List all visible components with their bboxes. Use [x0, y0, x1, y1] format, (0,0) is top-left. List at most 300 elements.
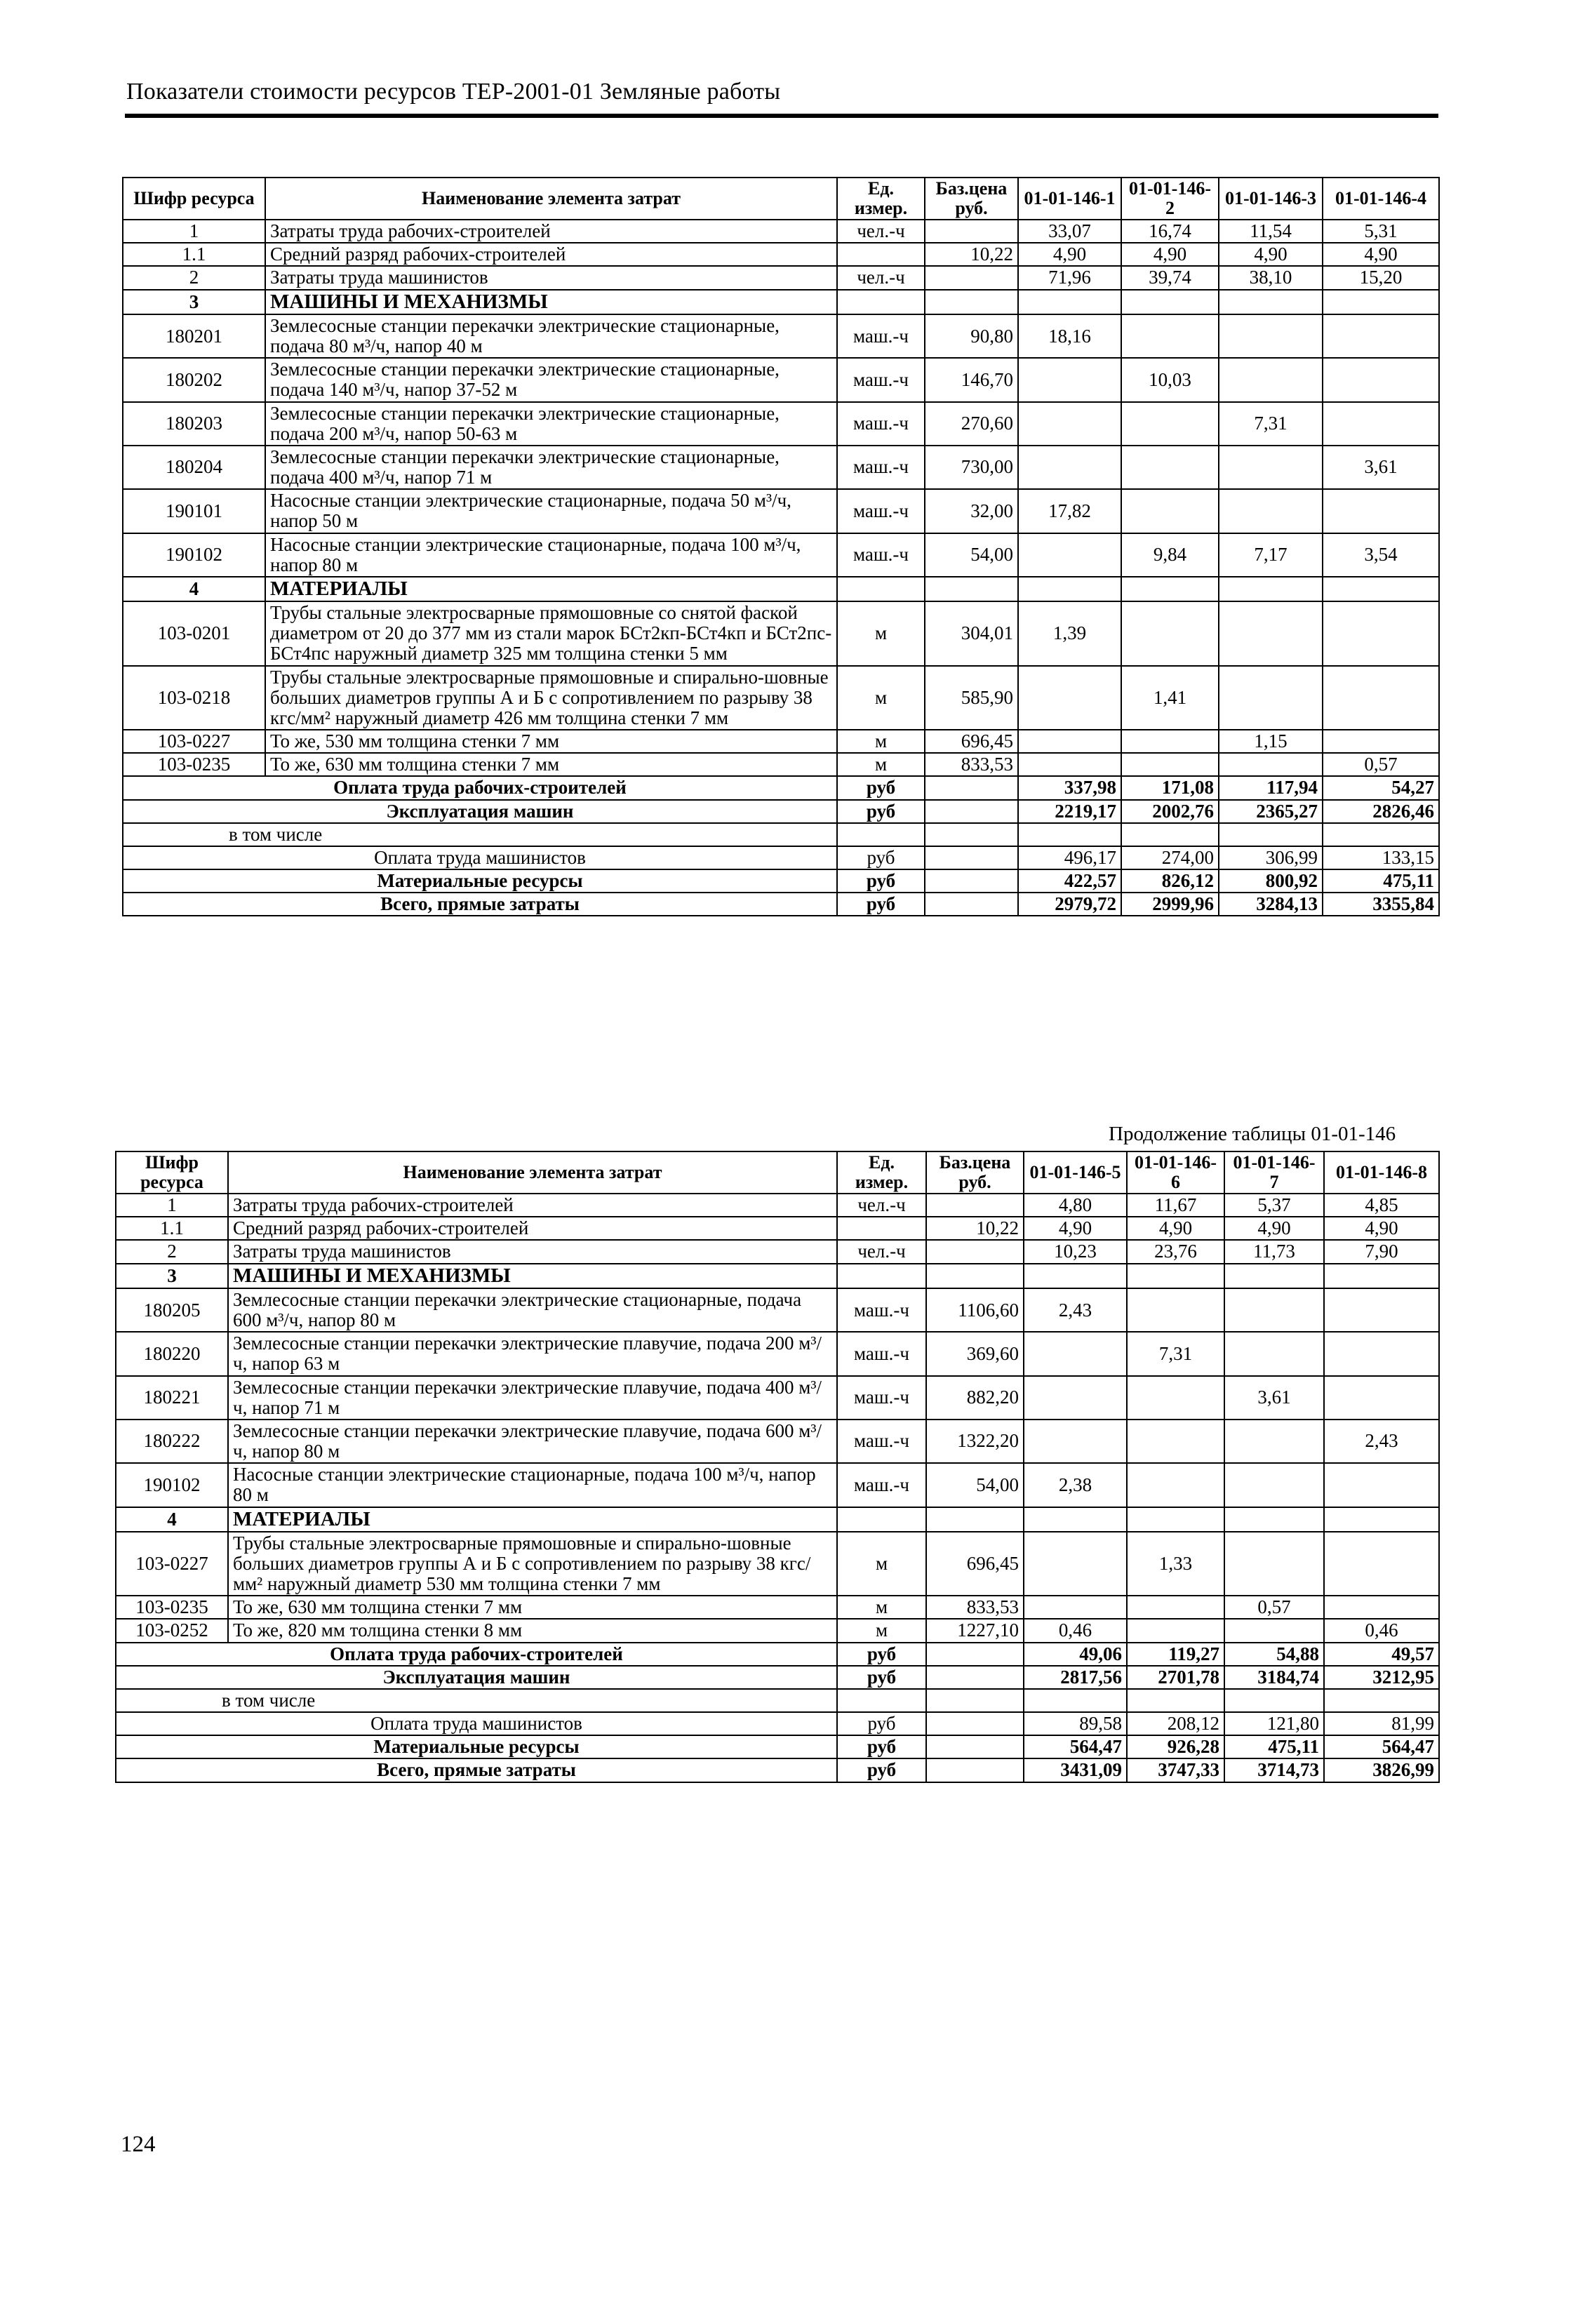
summary-name: в том числе [116, 1689, 837, 1712]
section-heading: МАТЕРИАЛЫ [265, 577, 837, 601]
row-value-3 [1224, 1619, 1324, 1642]
summary-value-1: 422,57 [1018, 869, 1121, 893]
summary-value-4: 49,57 [1324, 1643, 1439, 1666]
row-value-3 [1219, 446, 1323, 489]
header-col-4: 01-01-146-4 [1323, 178, 1439, 220]
row-value-1 [1018, 730, 1121, 753]
summary-value-3: 2365,27 [1219, 800, 1323, 823]
row-value-4 [1323, 601, 1439, 665]
row-value-2 [1127, 1420, 1224, 1463]
row-value-4 [1323, 489, 1439, 533]
row-value-1: 4,80 [1024, 1194, 1127, 1217]
row-value-2 [1121, 753, 1219, 776]
row-value-3 [1219, 314, 1323, 358]
empty-cell [1024, 1264, 1127, 1288]
summary-value-3: 117,94 [1219, 776, 1323, 799]
summary-value-3: 3714,73 [1224, 1758, 1324, 1782]
row-value-2 [1127, 1463, 1224, 1507]
row-value-2: 9,84 [1121, 533, 1219, 577]
row-name: Затраты труда рабочих-строителей [265, 220, 837, 243]
row-value-4: 5,31 [1323, 220, 1439, 243]
table-row [116, 1240, 1439, 1263]
summary-value-1 [1024, 1689, 1127, 1712]
row-value-2 [1127, 1288, 1224, 1332]
row-code: 1 [123, 220, 265, 243]
table-row [123, 753, 1439, 776]
row-value-3 [1219, 358, 1323, 401]
row-code: 180222 [116, 1420, 228, 1463]
summary-name: Материальные ресурсы [116, 1735, 837, 1758]
row-value-2 [1127, 1619, 1224, 1642]
row-unit: м [837, 1596, 926, 1619]
row-value-3: 38,10 [1219, 266, 1323, 289]
summary-value-4: 3826,99 [1324, 1758, 1439, 1782]
table-row [123, 243, 1439, 266]
empty-cell [1324, 1264, 1439, 1288]
row-value-1: 2,43 [1024, 1288, 1127, 1332]
row-value-3: 0,57 [1224, 1596, 1324, 1619]
summary-name: Эксплуатация машин [123, 800, 837, 823]
row-value-4: 4,90 [1323, 243, 1439, 266]
empty-cell [926, 1758, 1024, 1782]
row-value-2 [1121, 489, 1219, 533]
row-value-4: 0,57 [1323, 753, 1439, 776]
summary-row [116, 1666, 1439, 1689]
row-price: 1106,60 [926, 1288, 1024, 1332]
row-value-3: 4,90 [1224, 1217, 1324, 1240]
row-price [925, 266, 1018, 289]
row-value-1 [1024, 1332, 1127, 1375]
row-code: 103-0201 [123, 601, 265, 665]
summary-value-1: 496,17 [1018, 846, 1121, 869]
row-code: 180205 [116, 1288, 228, 1332]
row-unit: чел.-ч [837, 266, 925, 289]
header-col-1: 01-01-146-5 [1024, 1151, 1127, 1194]
row-unit: маш.-ч [837, 314, 925, 358]
row-value-3 [1219, 666, 1323, 730]
summary-value-1: 337,98 [1018, 776, 1121, 799]
row-code: 1.1 [123, 243, 265, 266]
row-value-3 [1224, 1420, 1324, 1463]
row-value-3 [1224, 1463, 1324, 1507]
row-code: 103-0227 [123, 730, 265, 753]
page-number: 124 [121, 2132, 156, 2157]
summary-unit: руб [837, 776, 925, 799]
row-value-4 [1324, 1376, 1439, 1420]
header-col-3: 01-01-146-3 [1219, 178, 1323, 220]
row-name: Трубы стальные электросварные прямошовные со снятой фаской диаметром от 20 до 377 мм из стали марок БСт2кп-БСт4кп и БСт2пс-БСт4пс наружный диаметр 325 мм толщина стенки 5 мм [265, 601, 837, 665]
row-value-4 [1324, 1596, 1439, 1619]
header-col-2: 01-01-146-2 [1121, 178, 1219, 220]
row-value-3: 7,31 [1219, 402, 1323, 446]
row-value-2: 4,90 [1127, 1217, 1224, 1240]
row-value-4 [1323, 358, 1439, 401]
row-value-1 [1024, 1420, 1127, 1463]
resource-table-2 [115, 1151, 1440, 1783]
row-value-4: 4,85 [1324, 1194, 1439, 1217]
row-value-1 [1018, 358, 1121, 401]
summary-value-4: 54,27 [1323, 776, 1439, 799]
summary-name: Оплата труда рабочих-строителей [123, 776, 837, 799]
summary-name: Оплата труда машинистов [116, 1712, 837, 1735]
empty-cell [1224, 1507, 1324, 1532]
empty-cell [1127, 1264, 1224, 1288]
row-price: 10,22 [926, 1217, 1024, 1240]
row-price: 833,53 [926, 1596, 1024, 1619]
row-value-4 [1324, 1332, 1439, 1375]
summary-value-1: 89,58 [1024, 1712, 1127, 1735]
summary-value-4: 3212,95 [1324, 1666, 1439, 1689]
summary-value-2 [1121, 823, 1219, 846]
row-name: То же, 630 мм толщина стенки 7 мм [265, 753, 837, 776]
row-name: Землесосные станции перекачки электрические стационарные, подача 80 м³/ч, напор 40 м [265, 314, 837, 358]
row-value-4 [1324, 1288, 1439, 1332]
row-value-2 [1121, 314, 1219, 358]
row-unit: маш.-ч [837, 1288, 926, 1332]
row-code: 1 [116, 1194, 228, 1217]
row-code: 4 [116, 1507, 228, 1532]
empty-cell [837, 290, 925, 314]
page-header-title: Показатели стоимости ресурсов ТЕР-2001-01 Земляные работы [126, 79, 781, 105]
row-value-3: 1,15 [1219, 730, 1323, 753]
empty-cell [1219, 577, 1323, 601]
table-row [123, 358, 1439, 401]
summary-value-3: 800,92 [1219, 869, 1323, 893]
row-code: 2 [123, 266, 265, 289]
table-row [116, 1264, 1439, 1288]
summary-value-3 [1219, 823, 1323, 846]
row-price [925, 220, 1018, 243]
row-value-3: 11,73 [1224, 1240, 1324, 1263]
row-value-4: 3,61 [1323, 446, 1439, 489]
row-value-4: 2,43 [1324, 1420, 1439, 1463]
row-value-4 [1324, 1532, 1439, 1596]
summary-row [123, 776, 1439, 799]
row-name: Насосные станции электрические стационарные, подача 100 м³/ч, напор 80 м [265, 533, 837, 577]
summary-value-4: 81,99 [1324, 1712, 1439, 1735]
row-value-4: 3,54 [1323, 533, 1439, 577]
empty-cell [925, 577, 1018, 601]
row-name: Затраты труда машинистов [265, 266, 837, 289]
summary-name: Эксплуатация машин [116, 1666, 837, 1689]
section-heading: МАШИНЫ И МЕХАНИЗМЫ [265, 290, 837, 314]
row-value-3 [1224, 1288, 1324, 1332]
row-unit: маш.-ч [837, 402, 925, 446]
row-name: Затраты труда рабочих-строителей [228, 1194, 837, 1217]
row-name: Насосные станции электрические стационарные, подача 50 м³/ч, напор 50 м [265, 489, 837, 533]
summary-value-1: 2817,56 [1024, 1666, 1127, 1689]
empty-cell [925, 290, 1018, 314]
row-value-3: 4,90 [1219, 243, 1323, 266]
row-name: Средний разряд рабочих-строителей [265, 243, 837, 266]
empty-cell [926, 1735, 1024, 1758]
continuation-note: Продолжение таблицы 01-01-146 [1109, 1123, 1396, 1145]
table-row [123, 314, 1439, 358]
row-value-1: 4,90 [1024, 1217, 1127, 1240]
row-unit: маш.-ч [837, 1332, 926, 1375]
row-unit: чел.-ч [837, 1240, 926, 1263]
row-value-3: 7,17 [1219, 533, 1323, 577]
summary-value-1 [1018, 823, 1121, 846]
summary-name: в том числе [123, 823, 837, 846]
summary-value-3: 306,99 [1219, 846, 1323, 869]
summary-name: Оплата труда рабочих-строителей [116, 1643, 837, 1666]
summary-value-4: 133,15 [1323, 846, 1439, 869]
row-value-4 [1324, 1463, 1439, 1507]
row-value-1 [1018, 533, 1121, 577]
header-price: Баз.цена руб. [925, 178, 1018, 220]
table-row [116, 1619, 1439, 1642]
summary-value-1: 2979,72 [1018, 893, 1121, 916]
row-code: 1.1 [116, 1217, 228, 1240]
row-unit: маш.-ч [837, 1420, 926, 1463]
row-value-1 [1024, 1532, 1127, 1596]
table-row [123, 402, 1439, 446]
row-value-2 [1121, 446, 1219, 489]
row-unit: чел.-ч [837, 220, 925, 243]
table-row [116, 1420, 1439, 1463]
row-unit: м [837, 666, 925, 730]
row-value-1 [1018, 446, 1121, 489]
empty-cell [1121, 290, 1219, 314]
summary-value-4 [1324, 1689, 1439, 1712]
row-value-2: 1,41 [1121, 666, 1219, 730]
summary-row [116, 1735, 1439, 1758]
row-value-3 [1219, 489, 1323, 533]
row-name: То же, 630 мм толщина стенки 7 мм [228, 1596, 837, 1619]
row-value-3 [1219, 753, 1323, 776]
summary-row [116, 1689, 1439, 1712]
row-value-1: 17,82 [1018, 489, 1121, 533]
header-name: Наименование элемента затрат [265, 178, 837, 220]
empty-cell [925, 800, 1018, 823]
summary-value-1: 49,06 [1024, 1643, 1127, 1666]
summary-name: Всего, прямые затраты [116, 1758, 837, 1782]
row-value-1: 18,16 [1018, 314, 1121, 358]
summary-unit: руб [837, 1735, 926, 1758]
resource-table-1 [122, 177, 1440, 916]
row-value-1 [1024, 1376, 1127, 1420]
row-value-4 [1323, 314, 1439, 358]
summary-unit: руб [837, 1712, 926, 1735]
row-unit [837, 243, 925, 266]
summary-value-3: 3284,13 [1219, 893, 1323, 916]
summary-value-2: 3747,33 [1127, 1758, 1224, 1782]
summary-unit: руб [837, 1666, 926, 1689]
row-name: Затраты труда машинистов [228, 1240, 837, 1263]
row-value-3: 11,54 [1219, 220, 1323, 243]
table-row [123, 577, 1439, 601]
row-unit: маш.-ч [837, 1376, 926, 1420]
row-value-2 [1121, 730, 1219, 753]
row-value-4 [1323, 402, 1439, 446]
row-value-3: 3,61 [1224, 1376, 1324, 1420]
table-header-row [123, 178, 1439, 220]
empty-cell [926, 1507, 1024, 1532]
row-unit: маш.-ч [837, 1463, 926, 1507]
empty-cell [1323, 290, 1439, 314]
summary-name: Оплата труда машинистов [123, 846, 837, 869]
row-value-1 [1018, 666, 1121, 730]
row-value-1 [1018, 753, 1121, 776]
summary-value-2: 2999,96 [1121, 893, 1219, 916]
row-price: 1227,10 [926, 1619, 1024, 1642]
summary-value-4: 475,11 [1323, 869, 1439, 893]
row-unit: м [837, 1532, 926, 1596]
summary-value-2: 926,28 [1127, 1735, 1224, 1758]
row-value-1: 4,90 [1018, 243, 1121, 266]
table-row [116, 1332, 1439, 1375]
row-value-2: 7,31 [1127, 1332, 1224, 1375]
row-code: 103-0235 [123, 753, 265, 776]
row-code: 190101 [123, 489, 265, 533]
row-price: 882,20 [926, 1376, 1024, 1420]
row-unit: чел.-ч [837, 1194, 926, 1217]
row-name: То же, 530 мм толщина стенки 7 мм [265, 730, 837, 753]
table-row [123, 290, 1439, 314]
summary-unit: руб [837, 800, 925, 823]
empty-cell [1018, 577, 1121, 601]
row-unit: маш.-ч [837, 446, 925, 489]
summary-row [116, 1758, 1439, 1782]
row-code: 103-0227 [116, 1532, 228, 1596]
summary-value-3: 475,11 [1224, 1735, 1324, 1758]
summary-value-3: 3184,74 [1224, 1666, 1324, 1689]
empty-cell [1018, 290, 1121, 314]
row-value-3 [1219, 601, 1323, 665]
summary-row [116, 1643, 1439, 1666]
row-code: 180201 [123, 314, 265, 358]
empty-cell [925, 869, 1018, 893]
row-value-2 [1127, 1596, 1224, 1619]
row-price: 146,70 [925, 358, 1018, 401]
table-row [116, 1463, 1439, 1507]
summary-value-3: 121,80 [1224, 1712, 1324, 1735]
summary-value-2: 2701,78 [1127, 1666, 1224, 1689]
header-code: Шифр ресурса [116, 1151, 228, 1194]
empty-cell [1219, 290, 1323, 314]
summary-row [123, 823, 1439, 846]
header-price: Баз.цена руб. [926, 1151, 1024, 1194]
table-row [123, 446, 1439, 489]
empty-cell [1324, 1507, 1439, 1532]
row-value-4: 4,90 [1324, 1217, 1439, 1240]
row-value-1 [1018, 402, 1121, 446]
header-col-1: 01-01-146-1 [1018, 178, 1121, 220]
header-code: Шифр ресурса [123, 178, 265, 220]
row-value-2: 23,76 [1127, 1240, 1224, 1263]
summary-unit [837, 1689, 926, 1712]
row-value-1: 0,46 [1024, 1619, 1127, 1642]
row-price: 696,45 [925, 730, 1018, 753]
table-row [116, 1217, 1439, 1240]
empty-cell [1127, 1507, 1224, 1532]
header-unit: Ед. измер. [837, 1151, 926, 1194]
row-value-1 [1024, 1596, 1127, 1619]
summary-value-2: 171,08 [1121, 776, 1219, 799]
row-value-4 [1323, 666, 1439, 730]
section-heading: МАШИНЫ И МЕХАНИЗМЫ [228, 1264, 837, 1288]
table-header-row [116, 1151, 1439, 1194]
row-price [926, 1240, 1024, 1263]
summary-value-3: 54,88 [1224, 1643, 1324, 1666]
row-name: Трубы стальные электросварные прямошовные и спирально-шовные больших диаметров группы А и Б с сопротивлением по разрыву 38 кгс/мм² наружный диаметр 530 мм толщина стенки 7 мм [228, 1532, 837, 1596]
table-row [116, 1532, 1439, 1596]
row-value-2 [1121, 601, 1219, 665]
row-price: 369,60 [926, 1332, 1024, 1375]
row-value-1: 1,39 [1018, 601, 1121, 665]
table-row [123, 666, 1439, 730]
row-name: Землесосные станции перекачки электрические стационарные, подача 140 м³/ч, напор 37-52 м [265, 358, 837, 401]
summary-row [123, 869, 1439, 893]
empty-cell [926, 1689, 1024, 1712]
row-unit: маш.-ч [837, 489, 925, 533]
empty-cell [837, 577, 925, 601]
row-value-1: 71,96 [1018, 266, 1121, 289]
empty-cell [925, 846, 1018, 869]
summary-unit: руб [837, 846, 925, 869]
header-col-3: 01-01-146-7 [1224, 1151, 1324, 1194]
summary-value-4: 3355,84 [1323, 893, 1439, 916]
row-price: 32,00 [925, 489, 1018, 533]
table-row [116, 1596, 1439, 1619]
header-rule [125, 114, 1438, 118]
row-unit: маш.-ч [837, 358, 925, 401]
row-value-2 [1121, 402, 1219, 446]
summary-row [123, 800, 1439, 823]
empty-cell [926, 1666, 1024, 1689]
row-code: 2 [116, 1240, 228, 1263]
row-value-3: 5,37 [1224, 1194, 1324, 1217]
summary-unit [837, 823, 925, 846]
row-value-2: 10,03 [1121, 358, 1219, 401]
row-name: Землесосные станции перекачки электрические плавучие, подача 200 м³/ч, напор 63 м [228, 1332, 837, 1375]
row-price: 54,00 [925, 533, 1018, 577]
summary-value-4: 564,47 [1324, 1735, 1439, 1758]
summary-value-1: 2219,17 [1018, 800, 1121, 823]
summary-row [123, 846, 1439, 869]
row-code: 180220 [116, 1332, 228, 1375]
row-price: 1322,20 [926, 1420, 1024, 1463]
table-row [116, 1288, 1439, 1332]
header-unit: Ед. измер. [837, 178, 925, 220]
summary-value-2: 274,00 [1121, 846, 1219, 869]
row-code: 180221 [116, 1376, 228, 1420]
row-name: Землесосные станции перекачки электрические плавучие, подача 400 м³/ч, напор 71 м [228, 1376, 837, 1420]
row-value-2 [1127, 1376, 1224, 1420]
row-name: То же, 820 мм толщина стенки 8 мм [228, 1619, 837, 1642]
row-name: Землесосные станции перекачки электрические плавучие, подача 600 м³/ч, напор 80 м [228, 1420, 837, 1463]
empty-cell [925, 823, 1018, 846]
summary-row [116, 1712, 1439, 1735]
summary-value-4 [1323, 823, 1439, 846]
row-value-2: 4,90 [1121, 243, 1219, 266]
row-name: Землесосные станции перекачки электрические стационарные, подача 400 м³/ч, напор 71 м [265, 446, 837, 489]
table-row [123, 533, 1439, 577]
row-code: 180202 [123, 358, 265, 401]
header-col-4: 01-01-146-8 [1324, 1151, 1439, 1194]
summary-value-2: 826,12 [1121, 869, 1219, 893]
row-price: 833,53 [925, 753, 1018, 776]
row-value-4 [1323, 730, 1439, 753]
empty-cell [926, 1264, 1024, 1288]
row-value-1: 10,23 [1024, 1240, 1127, 1263]
row-value-1: 2,38 [1024, 1463, 1127, 1507]
summary-unit: руб [837, 1643, 926, 1666]
summary-unit: руб [837, 869, 925, 893]
empty-cell [926, 1643, 1024, 1666]
row-name: Средний разряд рабочих-строителей [228, 1217, 837, 1240]
